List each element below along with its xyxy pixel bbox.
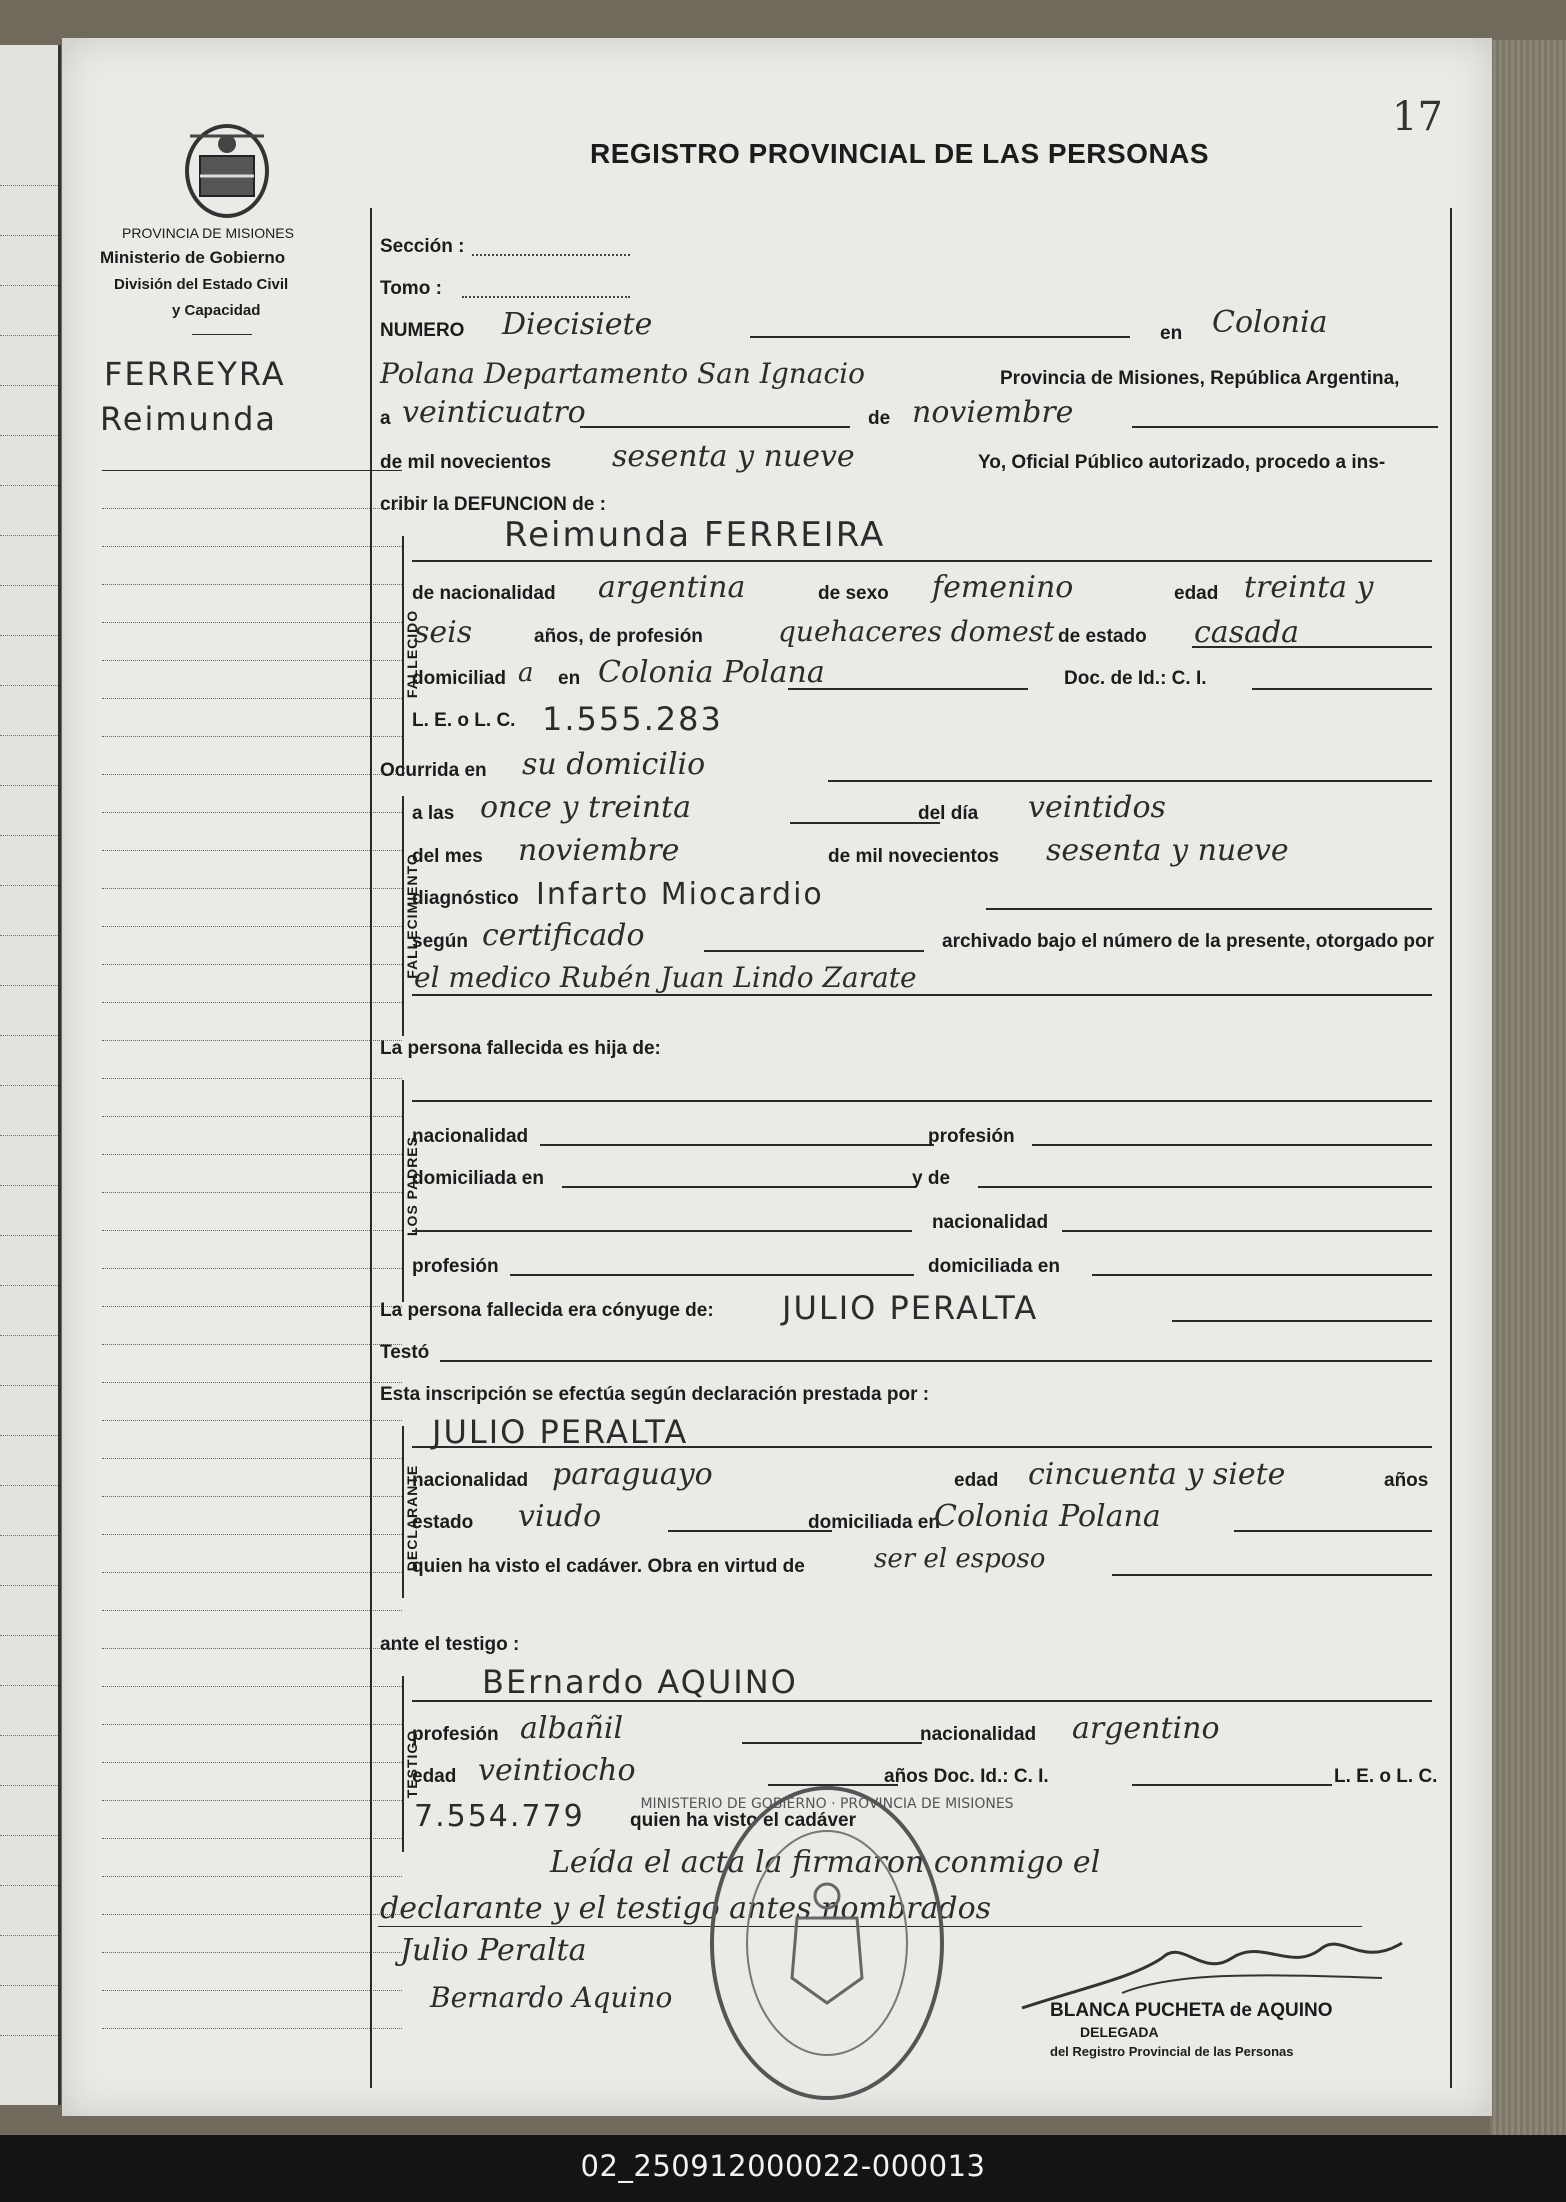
label-del-dia: del día (918, 803, 979, 824)
office-line-3: División del Estado Civil (114, 276, 289, 293)
entry-diagnostico: Infarto Miocardio (536, 877, 824, 912)
label-anos-profesion: años, de profesión (534, 626, 703, 647)
label-declarante-anos: años (1384, 1470, 1429, 1491)
footer-code: 02_250912000022-000013 (580, 2149, 986, 2183)
label-diagnostico: diagnóstico (412, 888, 519, 909)
label-testigo-edad: edad (412, 1766, 457, 1787)
entry-dia: veinticuatro (402, 395, 586, 430)
entry-declarante-domicilio: Colonia Polana (934, 1499, 1161, 1534)
label-le-lc: L. E. o L. C. (412, 710, 516, 731)
margin-surname: FERREYRA (104, 355, 286, 393)
label-testigo-anos-doc: años Doc. Id.: C. I. (884, 1766, 1049, 1787)
label-domicilio-en: en (558, 668, 581, 689)
label-testigo-le-lc: L. E. o L. C. (1334, 1766, 1438, 1787)
label-declarante-edad: edad (954, 1470, 999, 1491)
side-label-fallecido: FALLECIDO (404, 609, 420, 699)
signature-testigo: Bernardo Aquino (430, 1981, 673, 2014)
entry-segun: certificado (482, 918, 645, 953)
label-testigo-nacionalidad: nacionalidad (920, 1724, 1037, 1745)
label-ante-testigo: ante el testigo : (380, 1634, 520, 1655)
label-segun: según (412, 931, 468, 952)
entry-profesion: quehaceres domest (778, 615, 1055, 648)
margin-given-name: Reimunda (100, 400, 278, 438)
entry-anio: sesenta y nueve (612, 439, 855, 474)
entry-dia-fallec: veintidos (1028, 790, 1166, 825)
entry-declarante-nacionalidad: paraguayo (552, 1457, 713, 1492)
entry-estado: casada (1194, 615, 1300, 650)
entry-declarante-estado: viudo (518, 1499, 602, 1534)
label-del-mes: del mes (412, 846, 483, 867)
label-padre-profesion: profesión (928, 1126, 1015, 1147)
label-estado: de estado (1058, 626, 1147, 647)
label-testigo-visto: quien ha visto el cadáver (630, 1810, 856, 1831)
label-archivado: archivado bajo el número de la presente, otorgado por (942, 931, 1434, 952)
stamp-delegate-org: del Registro Provincial de las Personas (1050, 2044, 1294, 2059)
label-declarante-estado: estado (412, 1512, 474, 1533)
label-numero: NUMERO (380, 320, 465, 341)
entry-testigo-nacionalidad: argentino (1072, 1711, 1220, 1746)
side-label-testigo: TESTIGO (404, 1729, 420, 1799)
entry-testigo-edad: veintiocho (478, 1753, 636, 1788)
office-line-1: PROVINCIA DE MISIONES (122, 225, 294, 241)
label-seccion: Sección : (380, 236, 465, 257)
label-de-mil: de mil novecientos (380, 452, 552, 473)
entry-mes: noviembre (912, 395, 1074, 430)
label-y-de: y de (912, 1168, 951, 1189)
entry-ocurrida: su domicilio (522, 747, 706, 782)
label-padre-nacionalidad: nacionalidad (412, 1126, 529, 1147)
entry-place: Colonia (1212, 305, 1328, 340)
entry-testigo-profesion: albañil (520, 1711, 624, 1746)
entry-conyuge: JULIO PERALTA (782, 1289, 1039, 1327)
label-domiciliad: domiciliad (412, 668, 506, 689)
label-a-las: a las (412, 803, 455, 824)
seal-text: MINISTERIO DE GOBIERNO · PROVINCIA DE MISIONES (640, 1796, 1014, 1812)
register-page (62, 38, 1492, 2116)
entry-closing-2: declarante y el testigo antes nombrados (380, 1891, 992, 1926)
footer-bar (0, 2135, 1566, 2202)
entry-testigo-doc: 7.554.779 (414, 1799, 585, 1834)
office-line-2: Ministerio de Gobierno (100, 248, 286, 267)
label-testigo-profesion: profesión (412, 1724, 499, 1745)
side-label-fallecimiento: FALLECIMIENTO (404, 853, 420, 979)
entry-declarante-edad: cincuenta y siete (1028, 1457, 1286, 1492)
label-declarante-nacionalidad: nacionalidad (412, 1470, 529, 1491)
book-edge (1490, 40, 1566, 2135)
entry-hora: once y treinta (480, 790, 691, 825)
stamp-delegate-name: BLANCA PUCHETA de AQUINO (1050, 2000, 1333, 2021)
label-de-mil-2: de mil novecientos (828, 846, 1000, 867)
label-madre-profesion: profesión (412, 1256, 499, 1277)
label-yo-oficial: Yo, Oficial Público autorizado, procedo a ins- (978, 452, 1386, 473)
label-en: en (1160, 323, 1183, 344)
entry-edad-2: seis (414, 615, 473, 650)
label-nacionalidad: de nacionalidad (412, 583, 556, 604)
entry-declarante: JULIO PERALTA (432, 1413, 689, 1451)
entry-testigo: BErnardo AQUINO (482, 1663, 798, 1701)
label-inscripcion: Esta inscripción se efectúa según declaración prestada por : (380, 1384, 930, 1405)
side-label-declarante: DECLARANTE (404, 1464, 420, 1572)
main-column-rule (370, 208, 372, 2088)
label-de: de (868, 408, 891, 429)
entry-le-numero: 1.555.283 (542, 700, 723, 738)
entry-closing-1: Leída el acta la firmaron conmigo el (550, 1845, 1101, 1880)
label-edad: edad (1174, 583, 1219, 604)
label-provincia: Provincia de Misiones, República Argentina, (1000, 368, 1400, 389)
office-line-4: y Capacidad (172, 302, 261, 319)
label-testo: Testó (380, 1342, 430, 1363)
label-hija-de: La persona fallecida es hija de: (380, 1038, 661, 1059)
label-a: a (380, 408, 391, 429)
label-ocurrida: Ocurrida en (380, 760, 487, 781)
label-sexo: de sexo (818, 583, 889, 604)
signature-declarante: Julio Peralta (400, 1933, 587, 1968)
label-doc-id: Doc. de Id.: C. I. (1064, 668, 1207, 689)
label-padre-domiciliada: domiciliada en (412, 1168, 544, 1189)
entry-anio-fallec: sesenta y nueve (1046, 833, 1289, 868)
entry-domicilio: Colonia Polana (598, 655, 825, 690)
page-number: 17 (1392, 94, 1443, 140)
label-madre-domiciliada: domiciliada en (928, 1256, 1060, 1277)
label-declarante-domiciliada: domiciliada en (808, 1512, 940, 1533)
entry-mes-fallec: noviembre (518, 833, 680, 868)
label-conyuge: La persona fallecida era cónyuge de: (380, 1300, 714, 1321)
stamp-delegate-role: DELEGADA (1080, 2024, 1159, 2040)
side-label-padres: LOS PADRES (404, 1136, 420, 1236)
entry-nacionalidad: argentina (598, 570, 746, 605)
previous-page-edge (0, 45, 61, 2105)
page-title: REGISTRO PROVINCIAL DE LAS PERSONAS (590, 138, 1210, 169)
right-column-rule (1450, 208, 1452, 2088)
entry-medico: el medico Rubén Juan Lindo Zarate (414, 961, 917, 994)
entry-edad-1: treinta y (1244, 570, 1374, 605)
label-tomo: Tomo : (380, 278, 442, 299)
entry-domiciliad-suffix: a (518, 658, 534, 688)
label-cribir: cribir la DEFUNCION de : (380, 494, 606, 515)
entry-numero: Diecisiete (502, 307, 653, 342)
label-madre-nacionalidad: nacionalidad (932, 1212, 1049, 1233)
entry-declarante-virtud: ser el esposo (874, 1544, 1046, 1574)
entry-nombre: Reimunda FERREIRA (504, 515, 886, 555)
entry-sexo: femenino (932, 570, 1074, 605)
entry-place-2: Polana Departamento San Ignacio (380, 357, 865, 390)
label-declarante-visto: quien ha visto el cadáver. Obra en virtud de (412, 1556, 805, 1577)
coat-of-arms-icon (172, 116, 282, 221)
